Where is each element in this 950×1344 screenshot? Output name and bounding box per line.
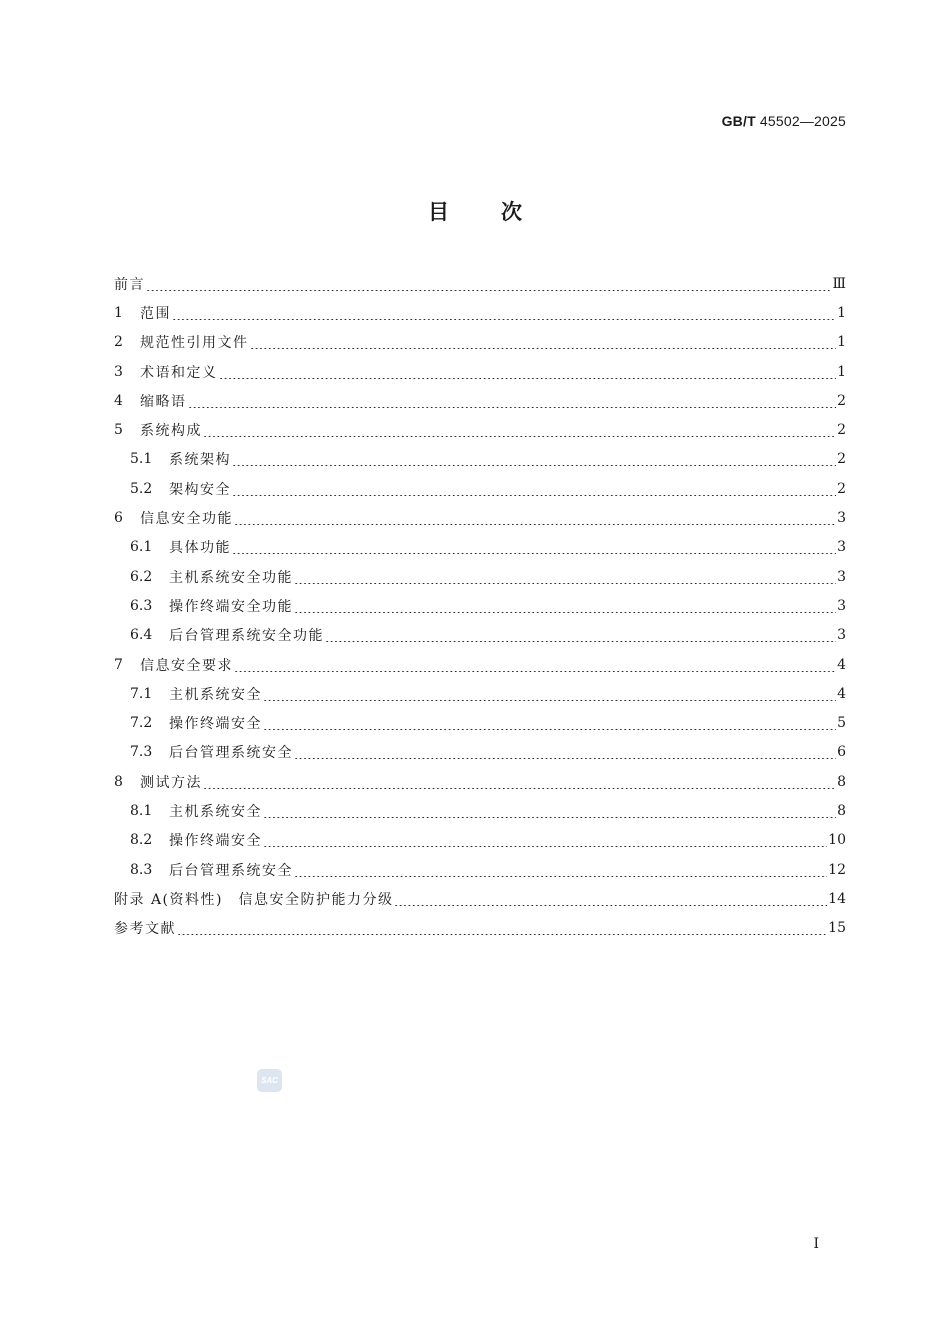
toc-entry-page: 2 bbox=[837, 392, 846, 409]
page-title bbox=[0, 196, 950, 226]
toc-entry[interactable] bbox=[114, 562, 846, 591]
toc-entry-page: 10 bbox=[828, 832, 846, 849]
toc-entry-page: 3 bbox=[837, 568, 846, 585]
toc-dot-leader bbox=[232, 452, 836, 466]
toc-dot-leader bbox=[177, 921, 827, 935]
toc-entry-page: 14 bbox=[828, 890, 846, 907]
toc-entry-number: 8.3 bbox=[130, 861, 153, 878]
toc-entry-number: 7.2 bbox=[130, 715, 153, 732]
toc-entry-title: 前言 bbox=[114, 276, 145, 293]
toc-entry-page: 3 bbox=[837, 539, 846, 556]
toc-entry-title: 后台管理系统安全 bbox=[169, 745, 293, 762]
toc-entry-page: 8 bbox=[837, 802, 846, 819]
toc-entry-page: 1 bbox=[837, 304, 846, 321]
toc-entry-page: 3 bbox=[837, 627, 846, 644]
toc-entry-page: 4 bbox=[837, 685, 846, 702]
toc-entry[interactable] bbox=[114, 708, 846, 737]
toc-entry-page: 1 bbox=[837, 363, 846, 380]
toc-dot-leader bbox=[325, 628, 836, 642]
toc-entry-title: 操作终端安全 bbox=[169, 716, 262, 733]
toc-entry-title: 附录 A(资料性) 信息安全防护能力分级 bbox=[114, 891, 394, 908]
toc-entry-number: 8.1 bbox=[130, 802, 153, 819]
toc-entry-number: 5 bbox=[114, 422, 123, 439]
toc-dot-leader bbox=[294, 745, 836, 759]
toc-entry-title: 具体功能 bbox=[169, 540, 231, 557]
toc-entry-number: 6.3 bbox=[130, 597, 153, 614]
toc-entry[interactable] bbox=[114, 328, 846, 357]
page-title-char-2: 次 bbox=[501, 200, 522, 224]
toc-entry[interactable] bbox=[114, 415, 846, 444]
toc-entry-number: 5.1 bbox=[130, 451, 153, 468]
toc-entry-number: 6.2 bbox=[130, 568, 153, 585]
toc-entry[interactable] bbox=[114, 679, 846, 708]
toc-entry-title: 系统架构 bbox=[169, 452, 231, 469]
toc-dot-leader bbox=[172, 306, 836, 320]
toc-entry-title: 信息安全要求 bbox=[140, 657, 233, 674]
page-title-char-1: 目 bbox=[428, 200, 449, 224]
toc-entry[interactable] bbox=[114, 738, 846, 767]
page-number: Ⅰ bbox=[813, 1236, 819, 1252]
toc-entry[interactable] bbox=[114, 914, 846, 943]
toc-entry[interactable] bbox=[114, 503, 846, 532]
toc-entry-page: Ⅲ bbox=[832, 275, 846, 292]
toc-dot-leader bbox=[263, 716, 836, 730]
toc-entry[interactable] bbox=[114, 386, 846, 415]
toc-entry[interactable] bbox=[114, 357, 846, 386]
toc-entry[interactable] bbox=[114, 621, 846, 650]
toc-entry-title: 主机系统安全 bbox=[169, 803, 262, 820]
toc-dot-leader bbox=[146, 277, 831, 291]
toc-entry-page: 8 bbox=[837, 773, 846, 790]
toc-entry-page: 4 bbox=[837, 656, 846, 673]
toc-entry-title: 架构安全 bbox=[169, 481, 231, 498]
toc-entry[interactable] bbox=[114, 474, 846, 503]
toc-entry-number: 6 bbox=[114, 510, 123, 527]
toc-dot-leader bbox=[234, 658, 836, 672]
toc-entry-title: 后台管理系统安全 bbox=[169, 862, 293, 879]
toc-dot-leader bbox=[188, 394, 837, 408]
toc-entry[interactable] bbox=[114, 591, 846, 620]
toc-entry-page: 15 bbox=[828, 920, 846, 937]
toc-entry-title: 主机系统安全功能 bbox=[169, 569, 293, 586]
toc-entry-number: 7.1 bbox=[130, 685, 153, 702]
toc-dot-leader bbox=[294, 599, 836, 613]
toc-entry-page: 5 bbox=[837, 715, 846, 732]
toc-dot-leader bbox=[232, 540, 836, 554]
toc-dot-leader bbox=[234, 511, 836, 525]
toc-entry-number: 6.4 bbox=[130, 627, 153, 644]
toc-dot-leader bbox=[294, 570, 836, 584]
toc-dot-leader bbox=[263, 687, 836, 701]
toc-entry-title: 系统构成 bbox=[140, 423, 202, 440]
toc-entry[interactable] bbox=[114, 269, 846, 298]
toc-entry-number: 7 bbox=[114, 656, 123, 673]
toc-dot-leader bbox=[294, 863, 827, 877]
standard-code bbox=[722, 113, 846, 129]
toc-dot-leader bbox=[263, 804, 836, 818]
toc-entry-page: 2 bbox=[837, 451, 846, 468]
toc-entry-title: 主机系统安全 bbox=[169, 686, 262, 703]
toc-entry-title: 规范性引用文件 bbox=[140, 335, 249, 352]
toc-entry-number: 5.2 bbox=[130, 480, 153, 497]
sac-watermark-logo: SAC bbox=[257, 1069, 282, 1092]
toc-entry[interactable] bbox=[114, 855, 846, 884]
toc-entry-title: 信息安全功能 bbox=[140, 511, 233, 528]
toc-entry-title: 测试方法 bbox=[140, 774, 202, 791]
toc-entry-number: 4 bbox=[114, 392, 123, 409]
toc-entry-number: 8 bbox=[114, 773, 123, 790]
toc-entry-title: 后台管理系统安全功能 bbox=[169, 628, 324, 645]
toc-entry-number: 2 bbox=[114, 334, 123, 351]
toc-entry-page: 2 bbox=[837, 480, 846, 497]
toc-entry[interactable] bbox=[114, 650, 846, 679]
toc-entry-page: 12 bbox=[828, 861, 846, 878]
toc-entry[interactable] bbox=[114, 533, 846, 562]
toc-entry-title: 术语和定义 bbox=[140, 364, 218, 381]
toc-entry[interactable] bbox=[114, 796, 846, 825]
toc-entry-number: 8.2 bbox=[130, 832, 153, 849]
toc-dot-leader bbox=[219, 365, 837, 379]
toc-entry[interactable] bbox=[114, 767, 846, 796]
toc-entry[interactable] bbox=[114, 445, 846, 474]
toc-dot-leader bbox=[250, 335, 837, 349]
standard-prefix: GB/T bbox=[721, 113, 756, 129]
toc-entry-page: 2 bbox=[837, 422, 846, 439]
table-of-contents bbox=[114, 269, 846, 943]
toc-entry-page: 6 bbox=[837, 744, 846, 761]
toc-dot-leader bbox=[232, 482, 836, 496]
toc-entry-page: 3 bbox=[837, 597, 846, 614]
toc-entry-number: 6.1 bbox=[130, 539, 153, 556]
toc-dot-leader bbox=[263, 833, 827, 847]
toc-entry-page: 1 bbox=[837, 334, 846, 351]
toc-entry[interactable] bbox=[114, 884, 846, 913]
toc-entry-page: 3 bbox=[837, 510, 846, 527]
toc-entry[interactable] bbox=[114, 826, 846, 855]
toc-entry-title: 参考文献 bbox=[114, 921, 176, 938]
toc-entry-number: 3 bbox=[114, 363, 123, 380]
toc-entry-number: 7.3 bbox=[130, 744, 153, 761]
toc-entry-number: 1 bbox=[114, 304, 123, 321]
toc-dot-leader bbox=[394, 892, 827, 906]
toc-entry-title: 操作终端安全 bbox=[169, 833, 262, 850]
standard-number: 45502—2025 bbox=[759, 113, 846, 129]
toc-entry[interactable] bbox=[114, 298, 846, 327]
toc-dot-leader bbox=[203, 423, 836, 437]
toc-dot-leader bbox=[203, 775, 836, 789]
toc-entry-title: 范围 bbox=[140, 305, 171, 322]
toc-entry-title: 操作终端安全功能 bbox=[169, 598, 293, 615]
toc-entry-title: 缩略语 bbox=[140, 393, 187, 410]
